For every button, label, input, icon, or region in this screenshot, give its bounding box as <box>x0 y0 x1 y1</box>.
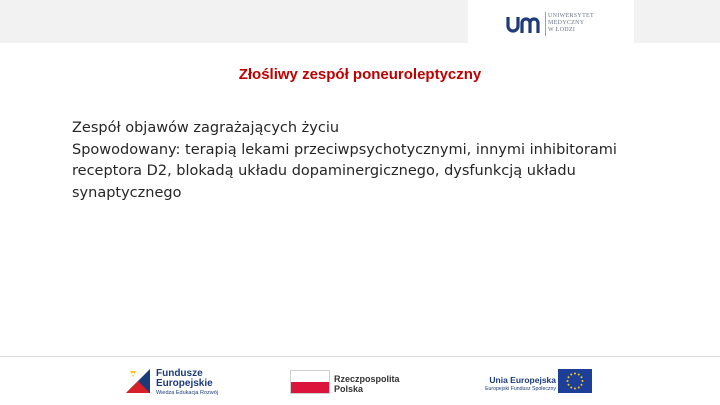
slide-body <box>72 118 632 204</box>
logo-separator <box>545 12 546 36</box>
rzeczpospolita-text <box>334 374 400 394</box>
unia-europejska-text <box>476 375 556 393</box>
fundusze-europejskie-text <box>156 369 218 398</box>
funding-footer <box>0 357 720 405</box>
fundusze-line3: Wiedza Edukacja Rozwój <box>156 390 219 396</box>
fundusze-europejskie-logo-icon <box>124 365 152 395</box>
polish-flag-icon <box>290 370 330 394</box>
um-logo-icon <box>506 14 542 34</box>
body-paragraph-2: Spowodowany: terapią lekami przeciwpsychotycznymi, innymi inhibitorami receptora D2, blokadą układu dopaminergicznego, dysfunkcją układu synaptycznego <box>72 141 617 201</box>
ue-line2: Europejski Fundusz Społeczny <box>485 386 556 392</box>
eu-flag-icon <box>558 369 592 393</box>
university-logo <box>468 0 634 43</box>
ue-line1: Unia Europejska <box>489 375 556 385</box>
university-name <box>548 13 634 34</box>
fundusze-line2: Europejskie <box>156 378 213 389</box>
university-name-line3: W ŁODZI <box>548 27 576 33</box>
university-name-line1: UNIWERSYTET <box>548 13 594 19</box>
rp-line2: Polska <box>334 384 364 394</box>
fundusze-line1: Fundusze <box>156 368 203 379</box>
rp-line1: Rzeczpospolita <box>334 374 400 384</box>
university-name-line2: MEDYCZNY <box>548 20 585 26</box>
slide-title: Złośliwy zespół poneuroleptyczny <box>238 66 482 83</box>
body-paragraph-1: Zespół objawów zagrażających życiu <box>72 120 340 136</box>
